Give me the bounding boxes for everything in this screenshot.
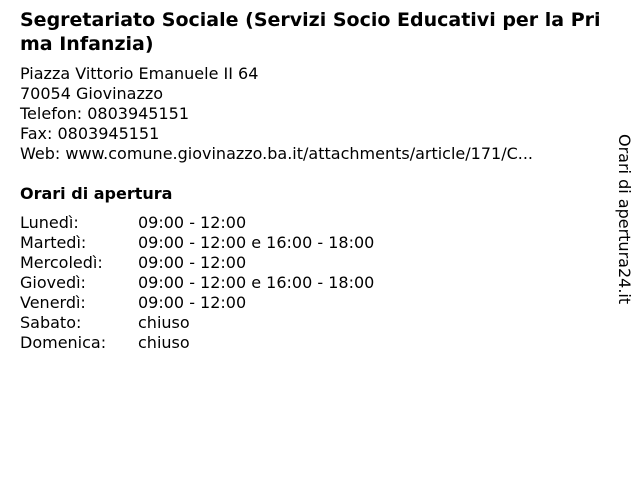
hours-day: Venerdì: [20,293,86,312]
page-title: Segretariato Sociale (Servizi Socio Educativi per la Prima Infanzia) [20,9,601,55]
hours-row-tuesday [20,233,374,253]
hours-day: Domenica: [20,333,107,352]
fax-number: Fax: 0803945151 [20,124,160,143]
hours-time: 09:00 - 12:00 [138,293,247,312]
hours-row-saturday [20,313,374,333]
contact-info [20,64,533,164]
hours-row-wednesday [20,253,374,273]
hours-time: 09:00 - 12:00 e 16:00 - 18:00 [138,233,375,252]
opening-hours-table [20,213,374,353]
hours-row-friday [20,293,374,313]
hours-day: Mercoledì: [20,253,103,272]
website-link[interactable]: Web: www.comune.giovinazzo.ba.it/attachments/article/171/C... [20,144,534,163]
hours-day: Giovedì: [20,273,86,292]
hours-time: 09:00 - 12:00 [138,213,247,232]
hours-row-monday [20,213,374,233]
city-address: 70054 Giovinazzo [20,84,164,103]
hours-time: chiuso [138,333,190,352]
site-watermark: Orari di apertura24.it [615,134,634,305]
hours-time: 09:00 - 12:00 [138,253,247,272]
hours-time: chiuso [138,313,190,332]
hours-row-thursday [20,273,374,293]
hours-day: Lunedì: [20,213,79,232]
hours-row-sunday [20,333,374,353]
hours-day: Martedì: [20,233,87,252]
hours-day: Sabato: [20,313,82,332]
phone-number: Telefon: 0803945151 [20,104,190,123]
street-address: Piazza Vittorio Emanuele II 64 [20,64,259,83]
opening-hours-heading: Orari di apertura [20,184,173,203]
hours-time: 09:00 - 12:00 e 16:00 - 18:00 [138,273,375,292]
